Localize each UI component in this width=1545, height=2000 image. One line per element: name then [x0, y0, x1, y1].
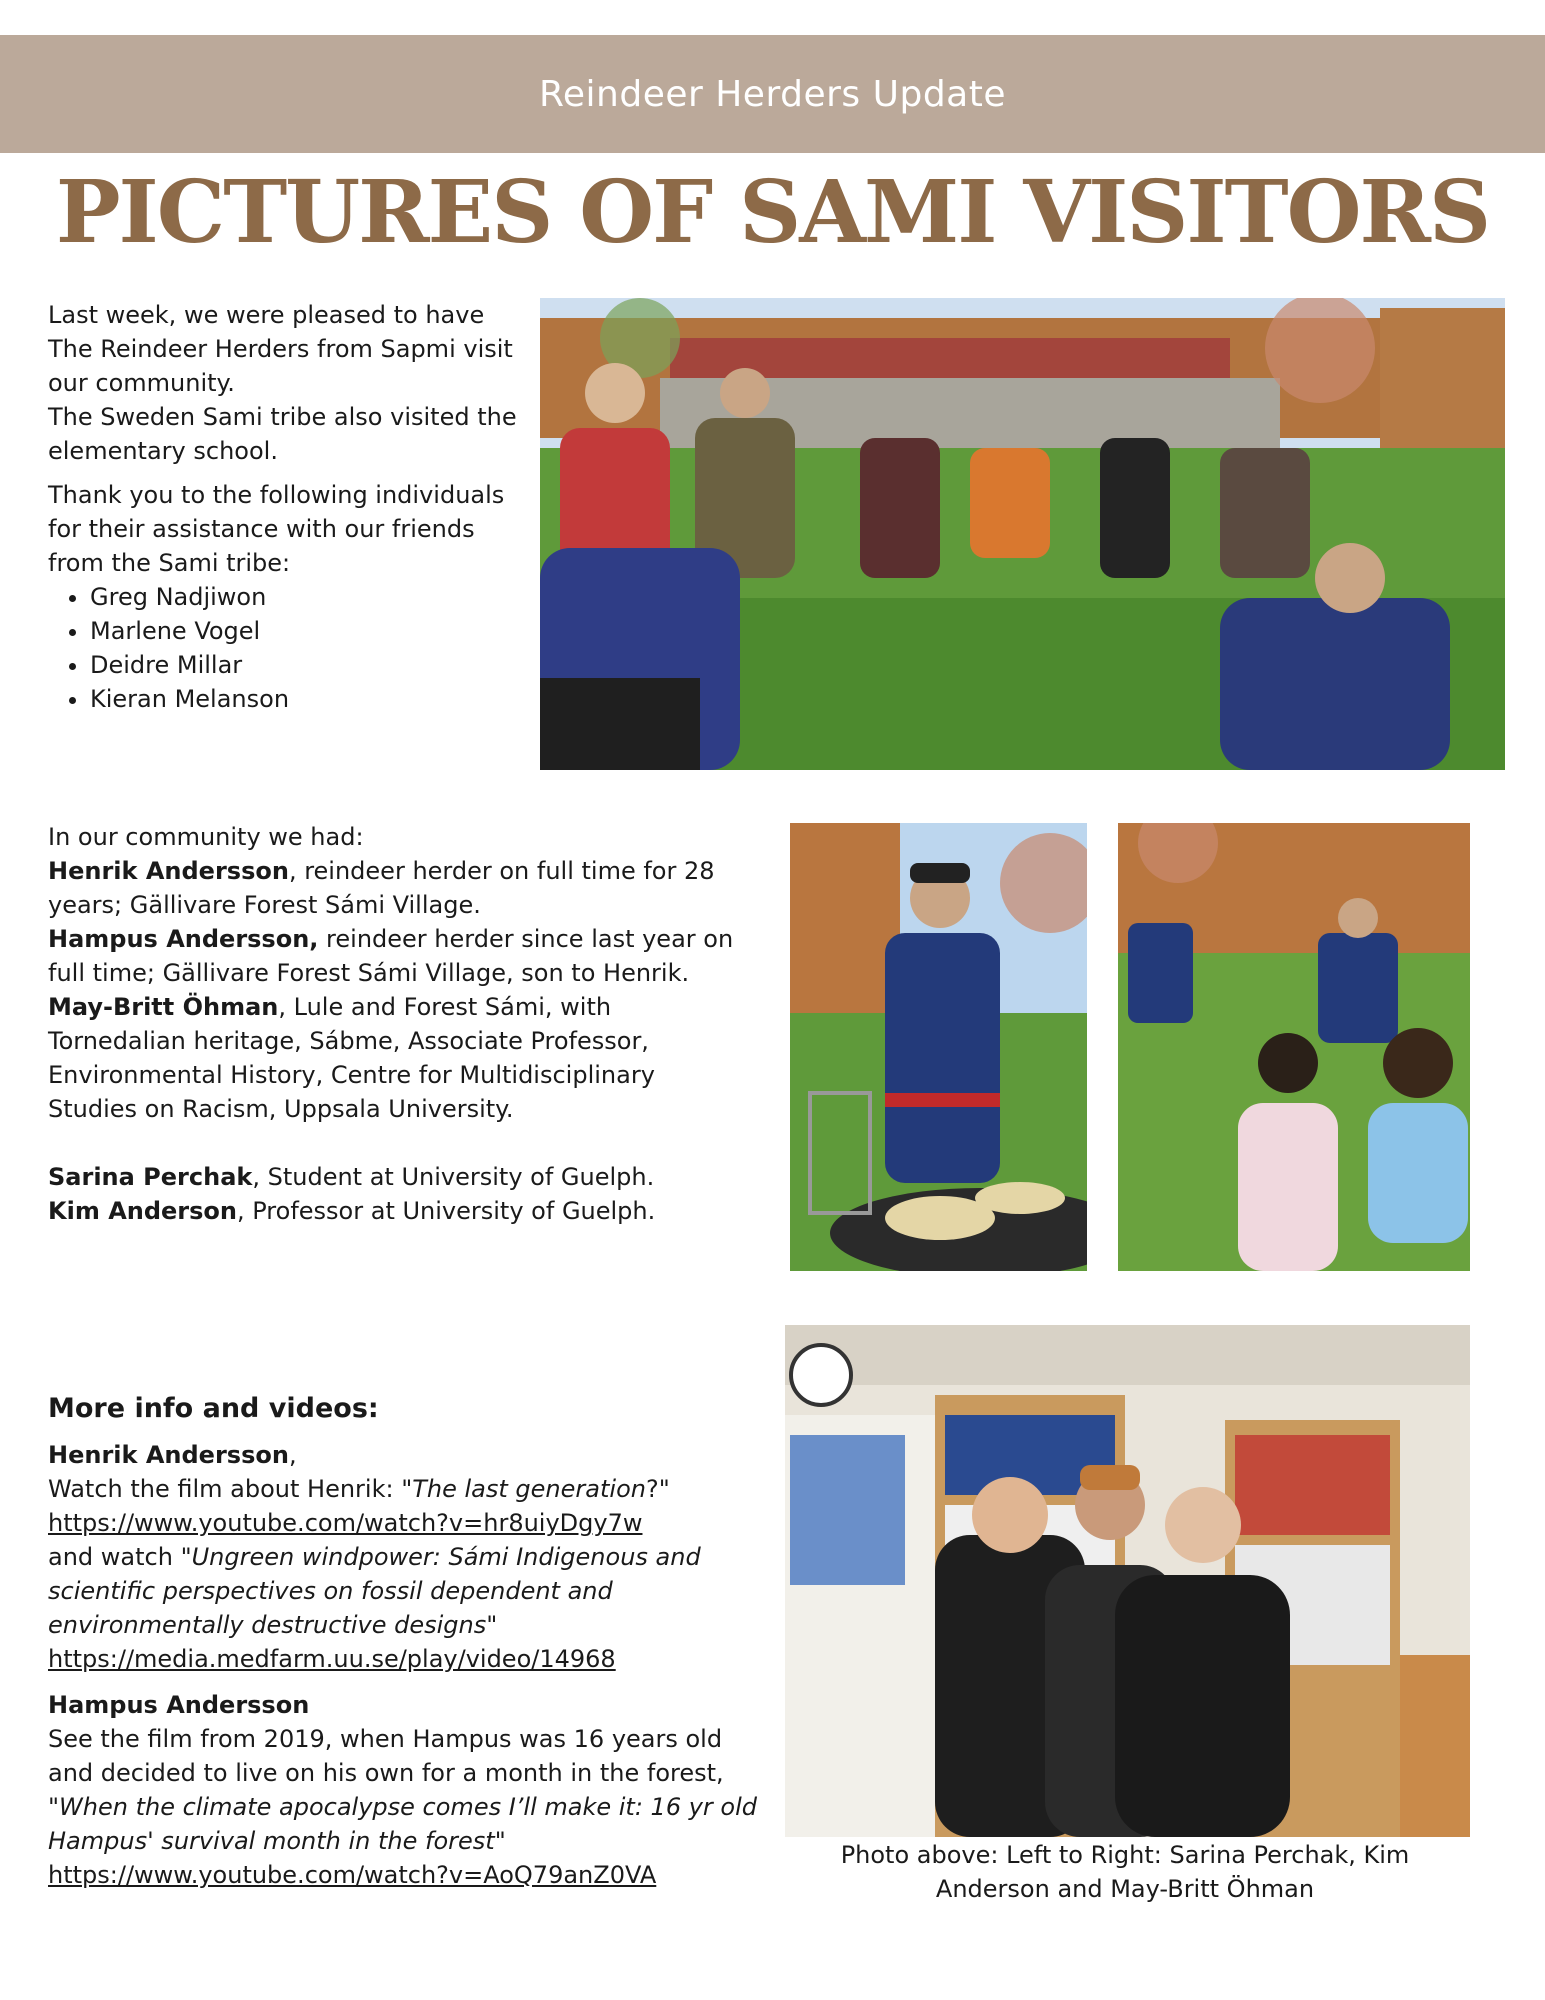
person-desc: , Professor at University of Guelph. — [237, 1197, 656, 1225]
banner-title: Reindeer Herders Update — [538, 73, 1007, 115]
link-windpower-video[interactable]: https://media.medfarm.uu.se/play/video/14968 — [48, 1645, 616, 1673]
intro-line-1: Last week, we were pleased to have The Reindeer Herders from Sapmi visit our community. — [48, 301, 513, 397]
film-title-2: "Ungreen windpower: Sámi Indigenous and scientific perspectives on fossil dependent and environmentally destructive designs" — [48, 1543, 701, 1639]
more-info-title: More info and videos: — [48, 1393, 379, 1424]
intro-block — [48, 298, 518, 716]
hampus-name: Hampus Andersson — [48, 1691, 310, 1719]
and-watch: and watch — [48, 1543, 181, 1571]
person-name: Sarina Perchak — [48, 1163, 253, 1191]
photo-herder-cooking — [790, 823, 1087, 1271]
hampus-film-title: "When the climate apocalypse comes I’ll make it: 16 yr old Hampus' survival month in the forest" — [48, 1793, 758, 1855]
person-desc: , Student at University of Guelph. — [252, 1163, 655, 1191]
list-item: • Greg Nadjiwon — [90, 580, 518, 614]
person-desc: , reindeer herder on full time for 28 years; Gällivare Forest Sámi Village. — [48, 857, 715, 919]
community-intro: In our community we had: — [48, 823, 364, 851]
person-desc: reindeer herder since last year on full time; Gällivare Forest Sámi Village, son to Henrik. — [48, 925, 734, 987]
photo-caption: Photo above: Left to Right: Sarina Perchak, Kim Anderson and May-Britt Öhman — [840, 1841, 1410, 1903]
watch-prefix: Watch the film about Henrik: " — [48, 1475, 413, 1503]
link-henrik-film[interactable]: https://www.youtube.com/watch?v=hr8uiyDgy7w — [48, 1509, 643, 1537]
more-info-block — [48, 1392, 768, 1892]
henrik-watch-line — [48, 1472, 768, 1506]
film-title-1: The last generation — [412, 1475, 646, 1503]
henrik-comma: , — [288, 1441, 297, 1469]
watch-suffix: ?" — [645, 1475, 670, 1503]
thanks-text: Thank you to the following individuals for their assistance with our friends from the Sami tribe: — [48, 481, 505, 577]
person-hampus — [48, 922, 748, 990]
photo-school-children — [1118, 823, 1470, 1271]
photo-visitors-circle — [540, 298, 1505, 770]
person-name: Henrik Andersson — [48, 857, 289, 885]
henrik-heading — [48, 1438, 768, 1472]
list-item: • Marlene Vogel — [90, 614, 518, 648]
list-item: • Kieran Melanson — [90, 682, 518, 716]
henrik-name: Henrik Andersson — [48, 1441, 289, 1469]
person-desc: , Lule and Forest Sámi, with Tornedalian heritage, Sábme, Associate Professor, Environmental History, Centre for Multidisciplinary Studies on Racism, Uppsala University. — [48, 993, 655, 1123]
page-title: PICTURES OF SAMI VISITORS — [55, 162, 1490, 263]
helpers-list — [48, 580, 518, 716]
person-name: Kim Anderson — [48, 1197, 237, 1225]
person-kim — [48, 1194, 748, 1228]
henrik-and-watch — [48, 1540, 768, 1642]
list-item: • Deidre Millar — [90, 648, 518, 682]
link-hampus-film[interactable]: https://www.youtube.com/watch?v=AoQ79anZ0VA — [48, 1861, 657, 1889]
intro-line-2: The Sweden Sami tribe also visited the elementary school. — [48, 403, 517, 465]
header-banner — [0, 35, 1545, 153]
person-name: May-Britt Öhman — [48, 993, 279, 1021]
person-name: Hampus Andersson, — [48, 925, 319, 953]
photo-three-women — [785, 1325, 1470, 1837]
person-henrik — [48, 854, 748, 922]
person-sarina — [48, 1160, 748, 1194]
hampus-desc: See the film from 2019, when Hampus was 16 years old and decided to live on his own for a month in the forest, — [48, 1725, 724, 1787]
person-may-britt — [48, 990, 748, 1126]
community-block — [48, 820, 748, 1228]
